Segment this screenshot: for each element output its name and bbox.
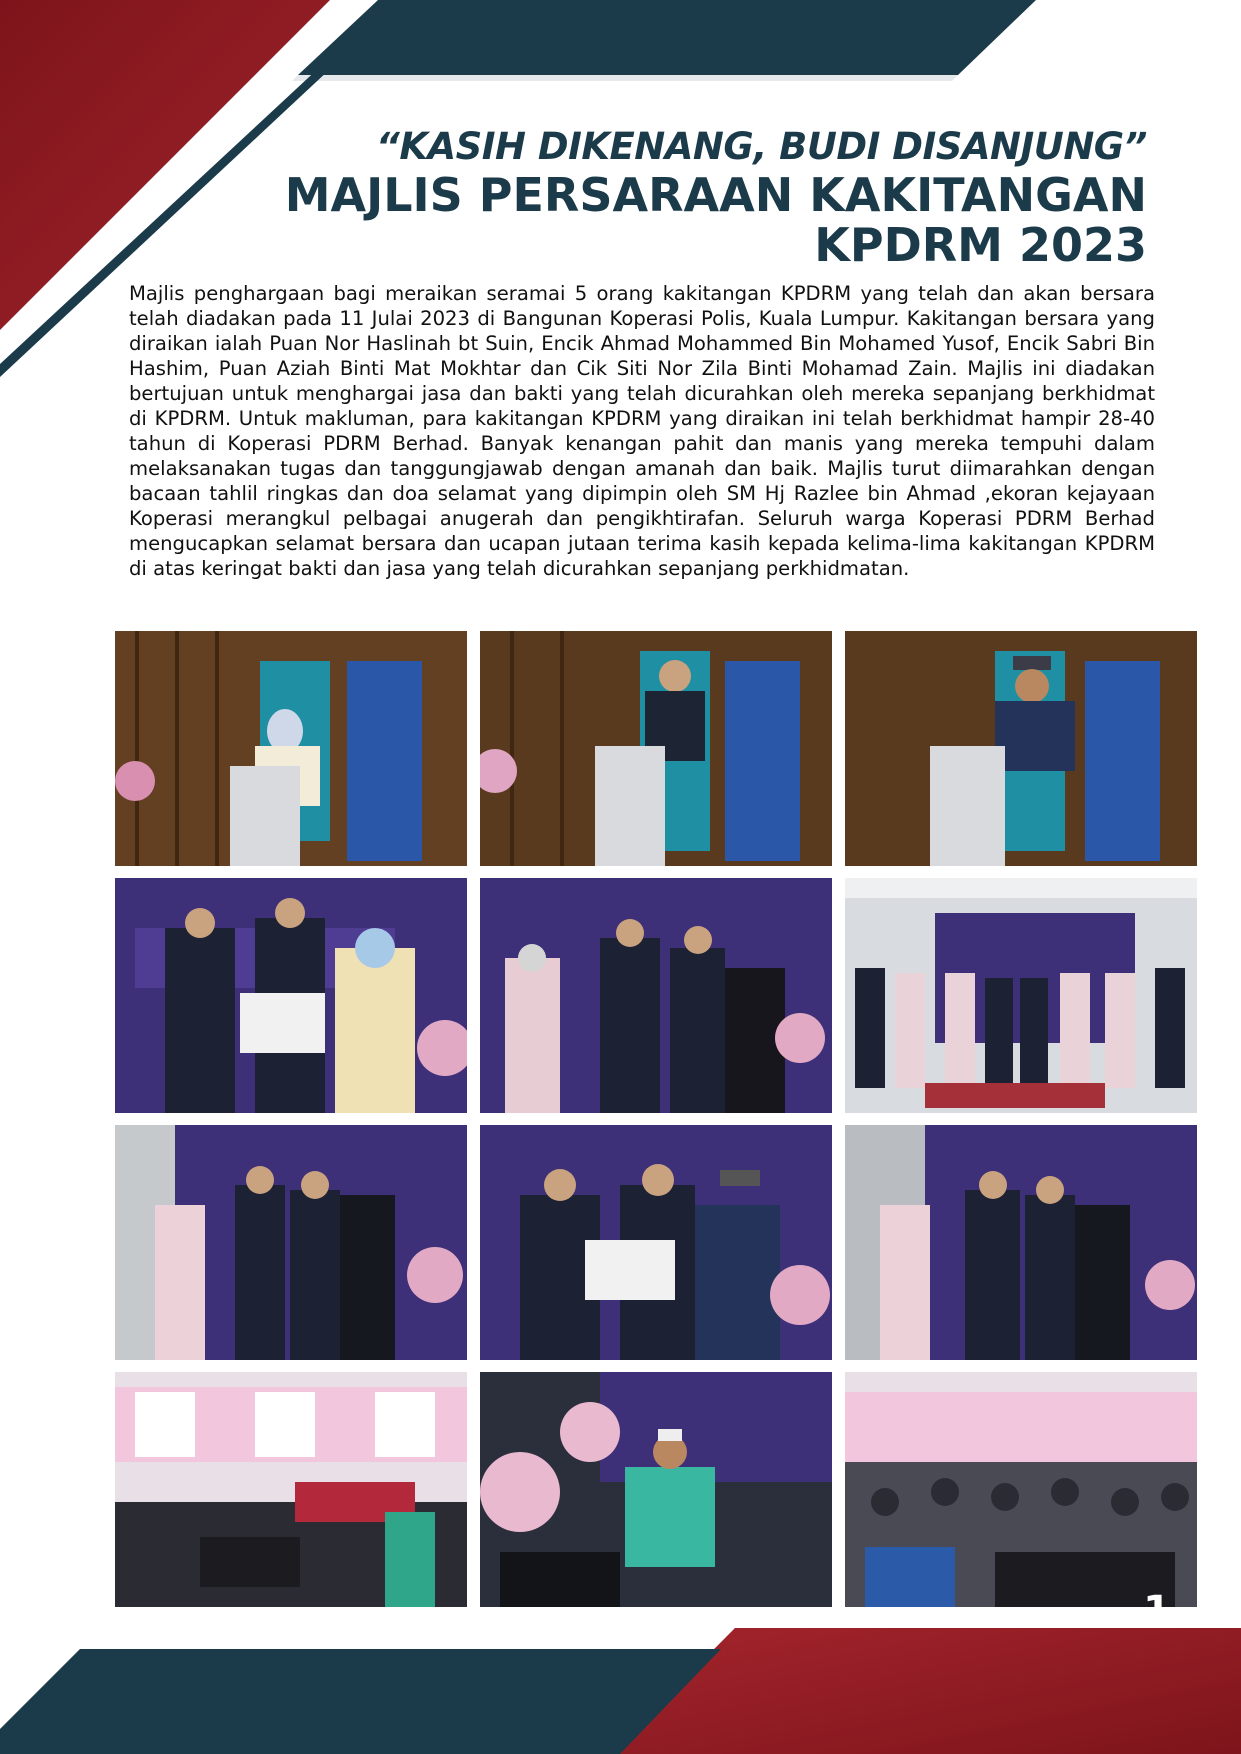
photo-speech-man-suit: [480, 631, 832, 866]
bottom-navy-band: [0, 1649, 721, 1754]
top-navy-band: [298, 0, 1036, 75]
page-title-line-1: MAJLIS PERSARAAN KAKITANGAN: [284, 168, 1147, 222]
tagline: “KASIH DIKENANG, BUDI DISANJUNG”: [375, 125, 1147, 168]
photo-presentation-3: [115, 1125, 467, 1360]
photo-tahlil-reciter: [480, 1372, 832, 1607]
article-body: Majlis penghargaan bagi meraikan seramai 5 orang kakitangan KPDRM yang telah dan akan bersara telah diadakan pada 11 Julai 2023 di Bangunan Koperasi Polis, Kuala Lumpur. Kakitangan bersara yang diraikan ialah Puan Nor Haslinah bt Suin, Encik Ahmad Mohammed Bin Mohamed Yusof, Encik Sabri Bin Hashim, Puan Aziah Binti Mat Mokhtar dan Cik Siti Nor Zila Binti Mohamad Zain. Majlis ini diadakan bertujuan untuk menghargai jasa dan bakti yang telah dicurahkan oleh mereka sepanjang berkhidmat di KPDRM. Untuk makluman, para kakitangan KPDRM yang diraikan ini telah berkhidmat hampir 28-40 tahun di Koperasi PDRM Berhad. Banyak kenangan pahit dan manis yang mereka tempuhi dalam melaksanakan tugas dan tanggungjawab dengan amanah dan baik. Majlis turut diimarahkan dengan bacaan tahlil ringkas dan doa selamat yang dipimpin oleh SM Hj Razlee bin Ahmad ,ekoran kejayaan Koperasi merangkul pelbagai anugerah dan pengikhtirafan. Seluruh warga Koperasi PDRM Berhad mengucapkan selamat bersara dan ucapan jutaan terima kasih kepada kelima-lima kakitangan KPDRM di atas keringat bakti dan jasa yang telah dicurahkan sepanjang perkhidmatan.: [129, 282, 1155, 580]
photo-group: [845, 878, 1197, 1113]
photo-presentation-5: [845, 1125, 1197, 1360]
page-header: [285, 124, 1147, 270]
page-number: 1: [1143, 1588, 1171, 1634]
photo-speech-woman: [115, 631, 467, 866]
bottom-red-band: [610, 1628, 1241, 1754]
photo-audience-2: [845, 1372, 1197, 1607]
photo-presentation-1: [115, 878, 467, 1113]
photo-gallery: [115, 631, 1197, 1608]
photo-presentation-4: [480, 1125, 832, 1360]
page-title-line-2: KPDRM 2023: [814, 218, 1147, 272]
photo-speech-man-songkok: [845, 631, 1197, 866]
photo-audience-1: [115, 1372, 467, 1607]
photo-presentation-2: [480, 878, 832, 1113]
